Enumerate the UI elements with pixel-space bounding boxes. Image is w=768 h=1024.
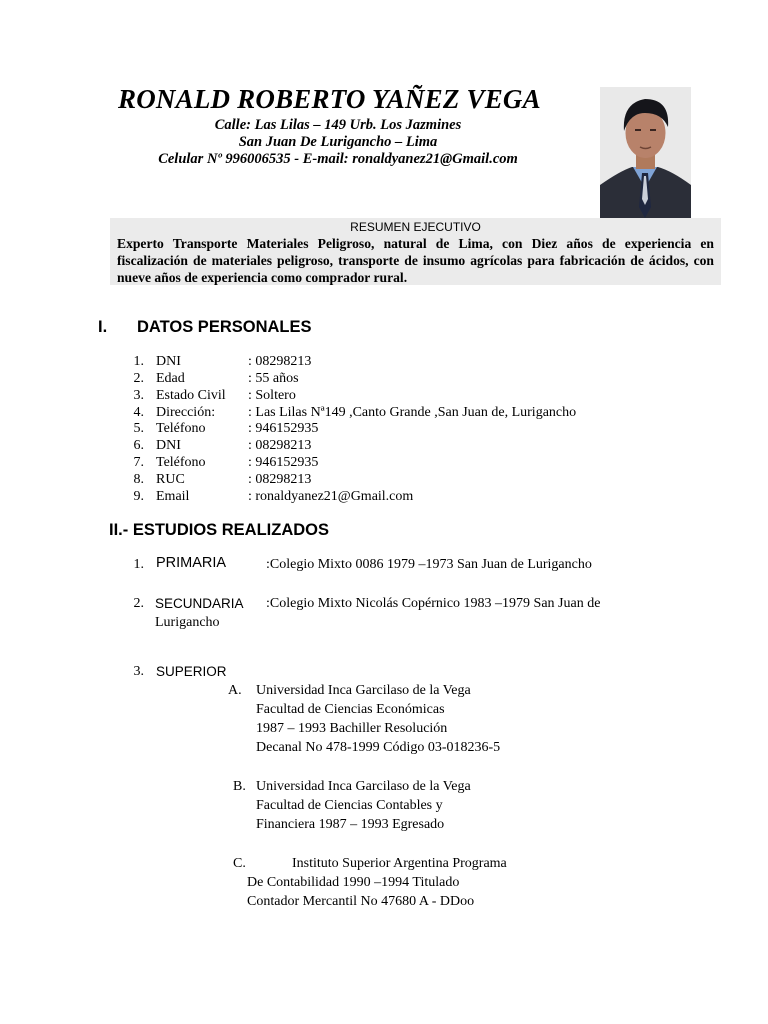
superior-b-line: Facultad de Ciencias Contables y	[256, 798, 443, 813]
item-value: : 946152935	[248, 421, 319, 436]
superior-label: SUPERIOR	[156, 664, 227, 679]
superior-b-letter: B.	[233, 779, 246, 794]
address-line-2: San Juan De Lurigancho – Lima	[238, 134, 438, 150]
item-label: Teléfono	[156, 455, 206, 470]
item-number: 6.	[133, 438, 144, 453]
executive-summary-box	[110, 218, 721, 285]
item-label: DNI	[156, 354, 181, 369]
item-value: : 08298213	[248, 438, 312, 453]
summary-text: Experto Transporte Materiales Peligroso, natural de Lima, con Diez años de experiencia en fiscalización de materiales peligroso, transporte de insumo agrícolas para fabricación de ácidos, con nueve años de experiencia como comprador rural.	[117, 236, 714, 285]
item-label: Teléfono	[156, 421, 206, 436]
item-value: : Las Lilas Nª149 ,Canto Grande ,San Juan de, Lurigancho	[248, 405, 577, 420]
superior-c-first: Instituto Superior Argentina Programa	[292, 856, 507, 871]
superior-a-line: Decanal No 478-1999 Código 03-018236-5	[256, 740, 501, 755]
item-number: 4.	[133, 405, 144, 420]
superior-a-letter: A.	[228, 683, 242, 698]
section-1-number: I.	[98, 318, 108, 336]
item-label: Email	[156, 489, 190, 504]
candidate-name: RONALD ROBERTO YAÑEZ VEGA	[118, 84, 541, 114]
item-number: 7.	[133, 455, 144, 470]
profile-photo	[600, 87, 691, 218]
item-number: 9.	[133, 489, 144, 504]
item-number: 1.	[133, 557, 144, 572]
superior-a-line: 1987 – 1993 Bachiller Resolución	[256, 721, 448, 736]
item-number: 5.	[133, 421, 144, 436]
secundaria-value-cont: Lurigancho	[155, 615, 220, 630]
item-value: : 946152935	[248, 455, 319, 470]
superior-c-line: De Contabilidad 1990 –1994 Titulado	[247, 875, 460, 890]
superior-c-line: Contador Mercantil No 47680 A - DDoo	[247, 894, 475, 909]
item-number: 3.	[133, 388, 144, 403]
item-number: 3.	[133, 664, 144, 679]
superior-a-line: Universidad Inca Garcilaso de la Vega	[256, 683, 471, 698]
item-value: : 08298213	[248, 354, 312, 369]
superior-b-line: Financiera 1987 – 1993 Egresado	[256, 817, 445, 832]
item-value: : ronaldyanez21@Gmail.com	[248, 489, 414, 504]
item-value: : Soltero	[248, 388, 296, 403]
item-label: Estado Civil	[156, 388, 226, 403]
superior-c-letter: C.	[233, 856, 246, 871]
superior-a-line: Facultad de Ciencias Económicas	[256, 702, 445, 717]
section-2-title: II.- ESTUDIOS REALIZADOS	[109, 521, 330, 539]
item-value: : 55 años	[248, 371, 299, 386]
item-number: 2.	[133, 371, 144, 386]
contact-line: Celular Nº 996006535 - E-mail: ronaldyanez21@Gmail.com	[158, 151, 518, 167]
secundaria-value: :Colegio Mixto Nicolás Copérnico 1983 –1979 San Juan de	[266, 596, 601, 611]
superior-b-line: Universidad Inca Garcilaso de la Vega	[256, 779, 471, 794]
address-line-1: Calle: Las Lilas – 149 Urb. Los Jazmines	[214, 117, 462, 133]
item-number: 1.	[133, 354, 144, 369]
secundaria-label: SECUNDARIA	[155, 596, 244, 611]
summary-title: RESUMEN EJECUTIVO	[350, 220, 481, 234]
item-value: : 08298213	[248, 472, 312, 487]
item-label: Edad	[156, 371, 185, 386]
section-1-title: DATOS PERSONALES	[137, 318, 312, 336]
item-label: Dirección:	[156, 405, 216, 420]
primaria-label: PRIMARIA	[156, 555, 227, 571]
item-label: RUC	[156, 472, 185, 487]
item-label: DNI	[156, 438, 181, 453]
item-number: 2.	[133, 596, 144, 611]
item-number: 8.	[133, 472, 144, 487]
primaria-value: :Colegio Mixto 0086 1979 –1973 San Juan de Lurigancho	[266, 557, 592, 572]
